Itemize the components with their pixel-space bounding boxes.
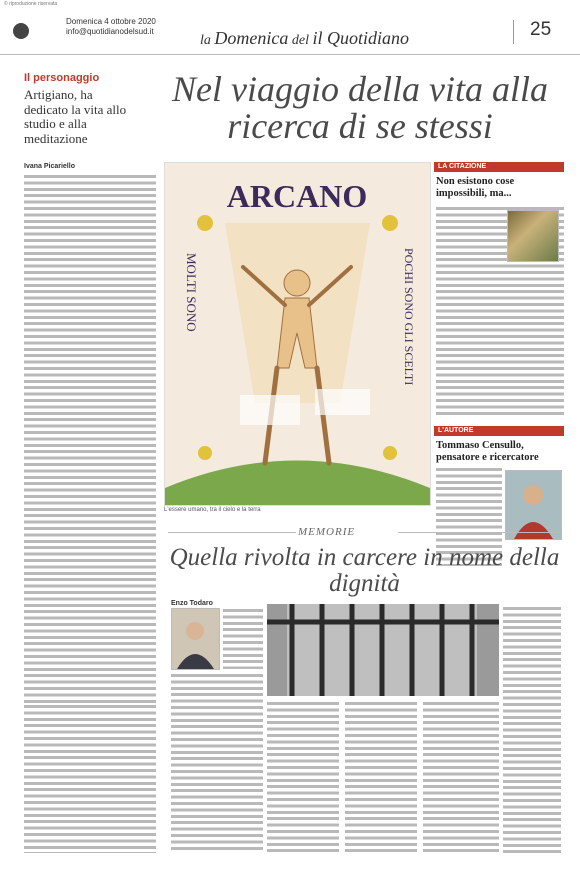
citation-tag: LA CITAZIONE: [434, 162, 564, 172]
page-number: 25: [530, 19, 552, 40]
feature-byline: Ivana Picariello: [24, 163, 75, 170]
author-portrait-art: [506, 471, 561, 539]
inscription-plate-left: [240, 395, 300, 425]
copyright-note: © riproduzione riservata: [4, 1, 58, 7]
header-date-block: [66, 17, 156, 37]
book-cover-image: [507, 210, 559, 262]
feature-subtitle: Artigiano, ha dedicato la vita allo studio e alla meditazione: [24, 87, 127, 146]
feature-headline: Nel viaggio della vita alla ricerca di se stessi: [172, 69, 548, 146]
memorie-rule-left: [168, 532, 296, 533]
memorie-body-col4: [423, 700, 499, 853]
masthead-word1: Domenica: [214, 28, 289, 48]
figure-head-shape: [284, 270, 310, 296]
header-email: info@quotidianodelsud.it: [66, 27, 154, 36]
memorie-body-col5: [503, 605, 561, 853]
search-icon: [13, 23, 29, 39]
feature-kicker: Il personaggio: [24, 72, 100, 84]
feature-body-column: [24, 173, 156, 703]
header-date: Domenica 4 ottobre 2020: [66, 17, 156, 26]
memorie-body-intro: [223, 607, 263, 669]
arcano-side-left: MOLTI SONO: [184, 253, 199, 332]
arcano-illustration-art: [165, 163, 430, 505]
memorie-rule-right: [398, 532, 561, 533]
author-portrait-photo: [505, 470, 562, 540]
header-rule: [0, 54, 580, 55]
arcano-side-right: POCHI SONO GLI SCELTI: [402, 248, 416, 386]
feature-body-continuation: [24, 703, 156, 853]
masthead-prefix: la: [200, 33, 211, 48]
header-divider: [513, 20, 514, 44]
author-tag: L'AUTORE: [434, 426, 564, 436]
memorie-author-art: [172, 609, 219, 669]
arcano-illustration: [164, 162, 431, 506]
memorie-author-photo: [171, 608, 220, 670]
prison-photo: [267, 604, 499, 696]
masthead: [200, 28, 409, 49]
illustration-caption: L'essere umano, tra il cielo e la terra: [164, 507, 261, 513]
masthead-mid: del: [291, 33, 309, 48]
citation-title: Non esistono cose impossibili, ma...: [436, 176, 515, 199]
memorie-byline: Enzo Todaro: [171, 600, 213, 607]
memorie-headline: Quella rivolta in carcere in nome della dignità: [169, 544, 560, 597]
masthead-word2: il Quotidiano: [312, 28, 409, 48]
memorie-section-label: MEMORIE: [298, 526, 356, 538]
memorie-body-col1: [171, 672, 263, 852]
inscription-plate-right: [315, 389, 370, 415]
memorie-body-col3: [345, 700, 417, 853]
memorie-body-col2: [267, 700, 339, 853]
author-title: Tommaso Censullo, pensatore e ricercatore: [436, 440, 539, 463]
arcano-title: ARCANO: [226, 178, 368, 214]
prison-bars-art: [267, 604, 499, 696]
